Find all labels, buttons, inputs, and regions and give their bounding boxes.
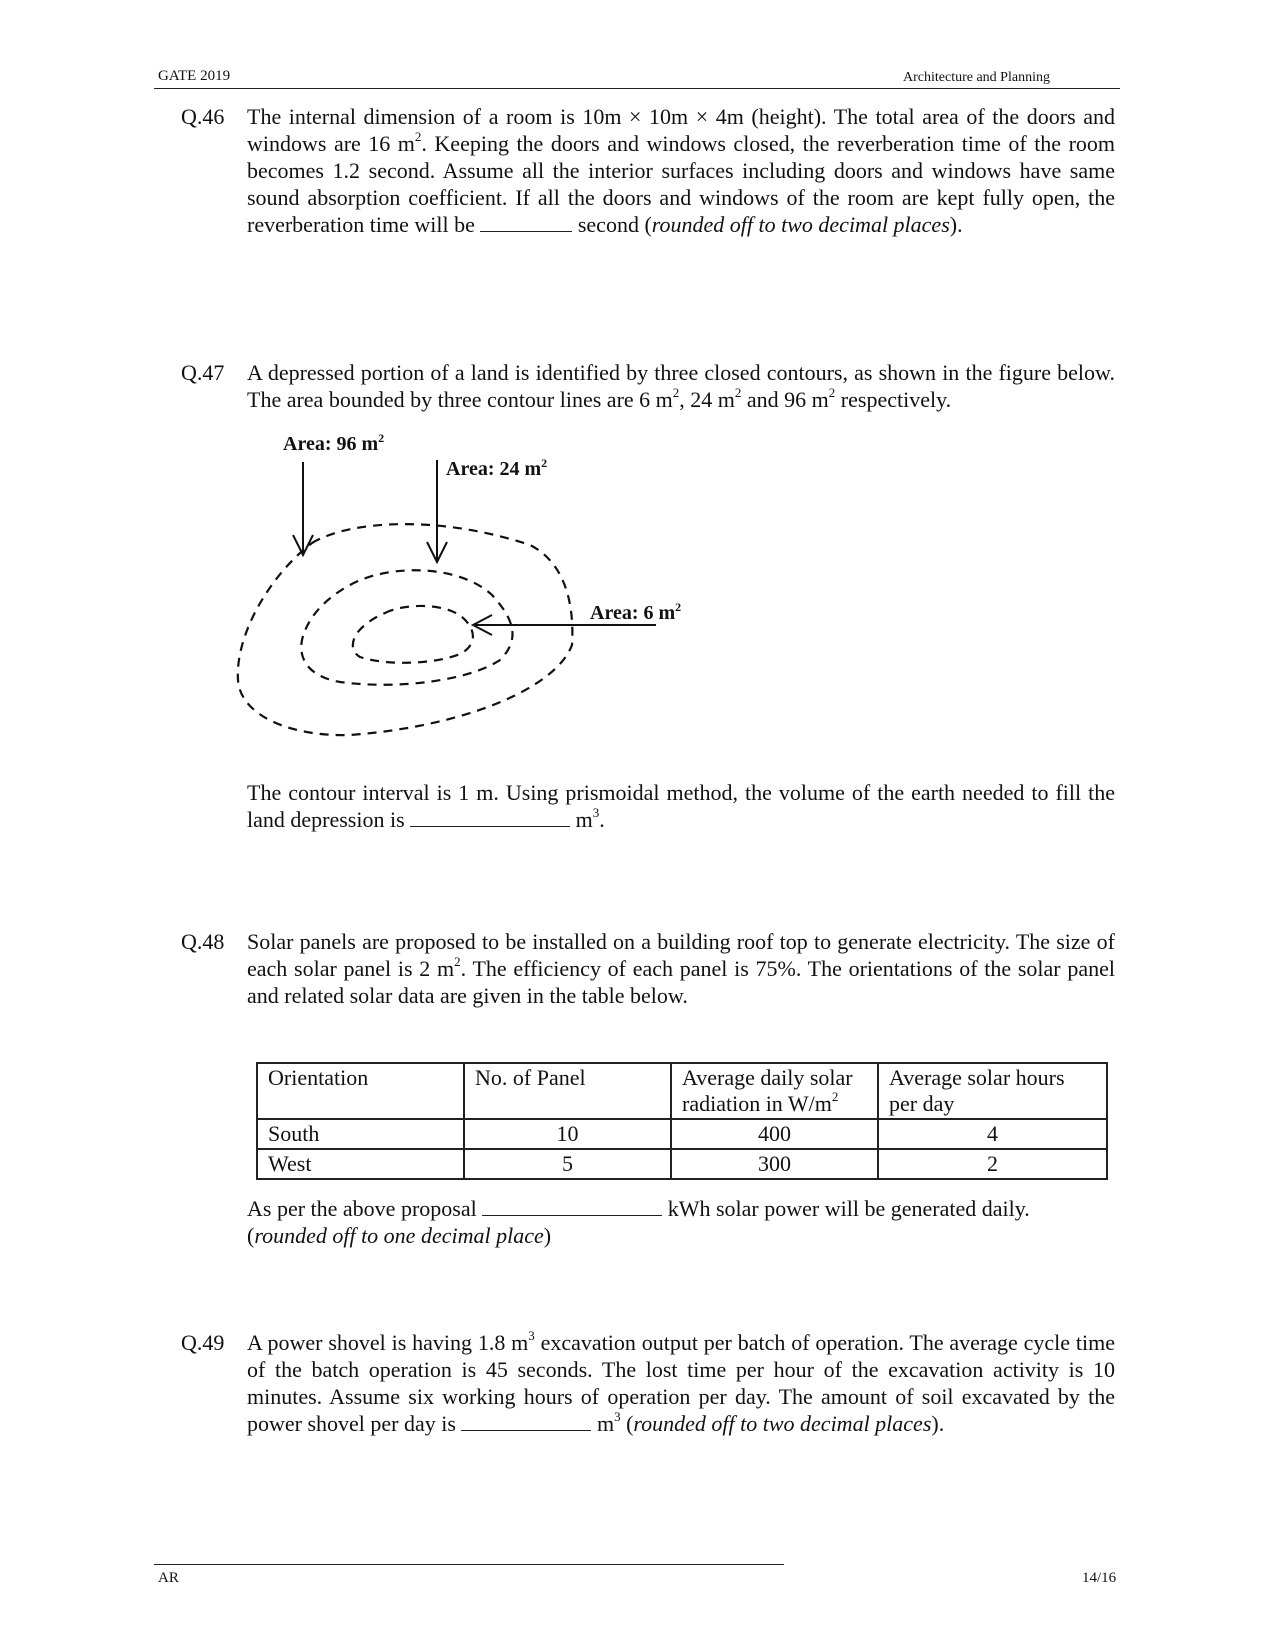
q47-text: A depressed portion of a land is identified by three closed contours, as shown in the figure below. The area bounded by three contour lines are 6 $m^2$, 24 $m^2$ and 96 $m^2$ respectively. bbox=[247, 360, 1115, 412]
q48-text: Solar panels are proposed to be installed on a building roof top to generate electricity. The size of each solar panel is 2 $m^2$. The efficiency of each panel is 75%. The orientations of the solar panel and related solar data are given in the table below. bbox=[247, 929, 1115, 1008]
header-subject: Architecture and Planning bbox=[903, 70, 1050, 85]
solar-data-table bbox=[256, 1062, 1108, 1180]
q46-answer-blank[interactable] bbox=[480, 213, 572, 232]
q47-answer-blank[interactable] bbox=[410, 808, 570, 827]
q48-answer-blank[interactable] bbox=[482, 1197, 662, 1216]
q46-text: The internal dimension of a room is 10m × 10m × 4m (height). The total area of the doors and windows are 16 $m^2$. Keeping the doors and windows closed, the reverberation time of the room becomes 1.2 second. Assume all the interior surfaces including doors and windows have same sound absorption coefficient. If all the doors and windows of the room are kept fully open, the reverberation time will be second (rounded off to two decimal places). bbox=[247, 104, 1116, 237]
table-cell: 400 bbox=[671, 1119, 878, 1149]
contour-outer bbox=[238, 524, 573, 735]
table-header-cell: Average daily solar radiation in $W/m^2$ bbox=[671, 1063, 878, 1119]
footer-rule bbox=[154, 1564, 784, 1565]
q47-text-part2: The contour interval is 1 m. Using prismoidal method, the volume of the earth needed to fill the land depression is $m^3$. bbox=[247, 780, 1115, 832]
header-exam-name: GATE 2019 bbox=[158, 68, 231, 84]
table-cell: 4 bbox=[878, 1119, 1107, 1149]
q49-answer-blank[interactable] bbox=[461, 1412, 591, 1431]
q48-number: Q.48 bbox=[181, 929, 225, 954]
label-area-24: Area: 24 $m^2$ bbox=[446, 456, 548, 480]
table-cell: 5 bbox=[464, 1149, 671, 1179]
q49-number: Q.49 bbox=[181, 1330, 225, 1355]
table-header-row bbox=[257, 1063, 1107, 1119]
table-cell: 2 bbox=[878, 1149, 1107, 1179]
footer-page-number: 14/16 bbox=[1082, 1570, 1117, 1586]
q46-number: Q.46 bbox=[181, 104, 225, 129]
table-header-cell: No. of Panel bbox=[464, 1063, 671, 1119]
contour-figure bbox=[230, 431, 750, 765]
label-area-96: Area: 96 $m^2$ bbox=[283, 431, 385, 455]
q47-number: Q.47 bbox=[181, 360, 225, 385]
table-cell: West bbox=[257, 1149, 464, 1179]
table-cell: 300 bbox=[671, 1149, 878, 1179]
footer-paper-code: AR bbox=[158, 1570, 179, 1586]
table-cell: South bbox=[257, 1119, 464, 1149]
q48-text-part2: As per the above proposal kWh solar power will be generated daily. (rounded off to one decimal place) bbox=[247, 1196, 1030, 1248]
contour-inner bbox=[353, 606, 473, 663]
table-header-cell: Average solar hours per day bbox=[878, 1063, 1107, 1119]
label-area-6: Area: 6 $m^2$ bbox=[590, 600, 682, 624]
contour-middle bbox=[301, 570, 512, 685]
table-header-cell: Orientation bbox=[257, 1063, 464, 1119]
table-cell: 10 bbox=[464, 1119, 671, 1149]
q49-text: A power shovel is having 1.8 $m^3$ excavation output per batch of operation. The average cycle time of the batch operation is 45 seconds. The lost time per hour of the excavation activity is 10 minutes. Assume six working hours of operation per day. The amount of soil excavated by the power shovel per day is $m^3$ (rounded off to two decimal places). bbox=[247, 1327, 1115, 1436]
header-rule bbox=[154, 88, 1120, 89]
table-row bbox=[257, 1119, 1107, 1149]
table-row bbox=[257, 1149, 1107, 1179]
